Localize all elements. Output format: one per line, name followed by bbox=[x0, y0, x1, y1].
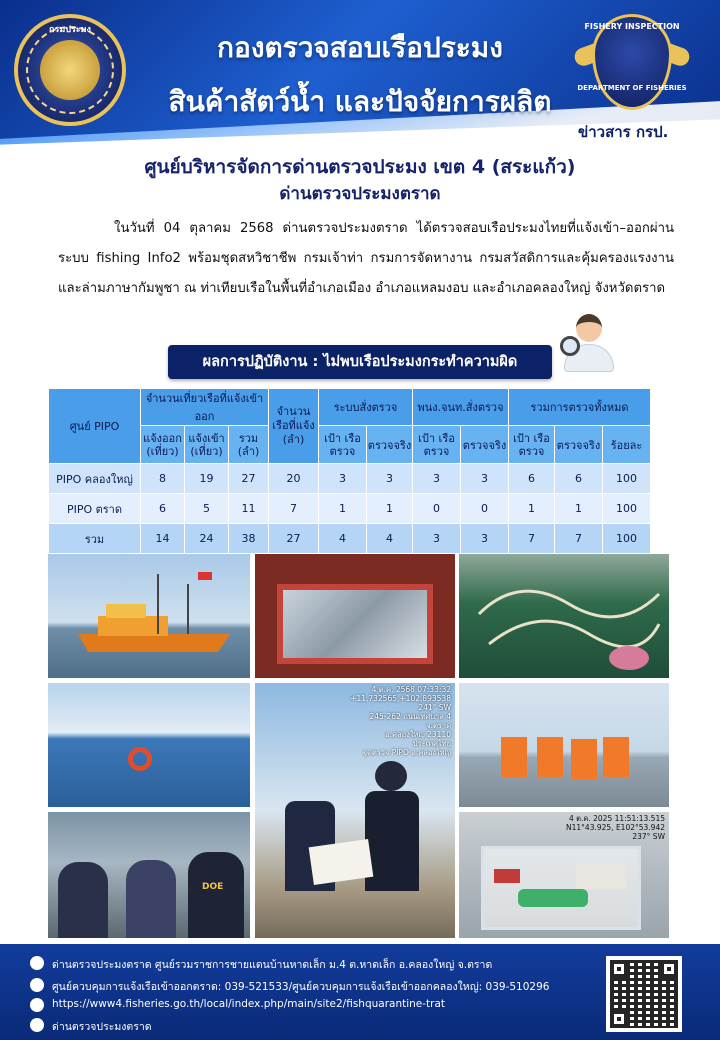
cell-total-actual: 7 bbox=[555, 524, 603, 554]
department-of-fisheries-seal-icon bbox=[14, 14, 126, 126]
crew-vest-1 bbox=[501, 737, 527, 777]
qr-code-icon[interactable] bbox=[606, 956, 682, 1032]
badge-top-text: FISHERY INSPECTION bbox=[584, 22, 680, 31]
crew-vest-3 bbox=[571, 739, 597, 779]
th-officer-actual: ตรวจจริง bbox=[461, 426, 509, 464]
photo-supplies-box bbox=[459, 812, 669, 938]
cell-name: รวม bbox=[49, 524, 141, 554]
cell-system-target: 4 bbox=[319, 524, 367, 554]
checkpoint-title: ด่านตรวจประมงตราด bbox=[279, 184, 441, 204]
cell-name: PIPO ตราด bbox=[49, 494, 141, 524]
cell-total-target: 1 bbox=[509, 494, 555, 524]
cell-officer-target: 3 bbox=[413, 524, 461, 554]
cell-percent: 100 bbox=[603, 494, 651, 524]
stamp-coords: +11.732565,+102.893538 bbox=[350, 694, 451, 703]
cell-system-target: 3 bbox=[319, 464, 367, 494]
cell-system-actual: 3 bbox=[367, 464, 413, 494]
cell-officer-actual: 3 bbox=[461, 524, 509, 554]
cell-total-actual: 1 bbox=[555, 494, 603, 524]
fish-crate bbox=[277, 584, 433, 664]
stamp-addr3: อ.คลองใหญ่ 23110 bbox=[385, 730, 451, 739]
cell-percent: 100 bbox=[603, 524, 651, 554]
cell-boats: 7 bbox=[269, 494, 319, 524]
table-row bbox=[49, 494, 651, 524]
th-officer-group: พนง.จนท.สั่งตรวจ bbox=[413, 389, 509, 426]
cell-system-target: 1 bbox=[319, 494, 367, 524]
officer-cap bbox=[375, 761, 407, 791]
stamp2-heading: 237° SW bbox=[632, 832, 665, 841]
photo-officers-talking bbox=[48, 812, 250, 938]
cell-out: 14 bbox=[141, 524, 185, 554]
th-boats: จำนวนเรือที่แจ้ง (ลำ) bbox=[269, 389, 319, 464]
cell-name: PIPO คลองใหญ่ bbox=[49, 464, 141, 494]
th-sum: รวม (ลำ) bbox=[229, 426, 269, 464]
net-illustration bbox=[459, 554, 669, 678]
lifebuoy-icon bbox=[128, 747, 152, 771]
cell-percent: 100 bbox=[603, 464, 651, 494]
th-system-actual: ตรวจจริง bbox=[367, 426, 413, 464]
th-percent: ร้อยละ bbox=[603, 426, 651, 464]
seal-emblem bbox=[40, 40, 100, 100]
inspection-table bbox=[48, 388, 651, 554]
stamp-date: 4 ต.ค. 2568 07:33:32 bbox=[371, 685, 451, 694]
person-center bbox=[126, 860, 176, 938]
footer-phones: ศูนย์ควบคุมการแจ้งเรือเข้าออกตราด: 039-521533/ศูนย์ควบคุมการแจ้งเรือเข้าออกคลองใหญ่: 039-510296 bbox=[52, 981, 550, 993]
th-trips-group: จำนวนเที่ยวเรือที่แจ้งเข้าออก bbox=[141, 389, 269, 426]
vest-label: DOE bbox=[202, 882, 224, 892]
body-paragraph bbox=[58, 214, 674, 304]
cell-system-actual: 1 bbox=[367, 494, 413, 524]
boat-illustration bbox=[48, 554, 250, 678]
photo-fish-catch bbox=[255, 554, 455, 678]
bottle-green bbox=[518, 889, 588, 907]
globe-icon bbox=[30, 998, 44, 1012]
th-officer-target: เป้า เรือตรวจ bbox=[413, 426, 461, 464]
stamp-addr5: จุดตรวจ PIPO อ.คลองใหญ่ bbox=[362, 748, 451, 757]
photo-stamp bbox=[350, 685, 451, 757]
home-icon bbox=[30, 956, 44, 970]
cell-total-target: 6 bbox=[509, 464, 555, 494]
cell-sum: 27 bbox=[229, 464, 269, 494]
package-red bbox=[494, 869, 520, 883]
header-title-line1: กองตรวจสอบเรือประมง bbox=[217, 31, 503, 64]
facebook-icon bbox=[30, 1018, 44, 1032]
inspector-head bbox=[576, 314, 602, 342]
news-tag: ข่าวสาร กรป. bbox=[578, 123, 669, 141]
th-out: แจ้งออก (เที่ยว) bbox=[141, 426, 185, 464]
body-paragraph-text: ในวันที่ 04 ตุลาคม 2568 ด่านตรวจประมงตราด ได้ตรวจสอบเรือประมงไทยที่แจ้งเข้า–ออกผ่านระบบ fishing Info2 พร้อมชุดสหวิชาชีพ กรมเจ้าท่า กรมการจัดหางาน กรมสวัสดิการและคุ้มครองแรงงาน และล่ามภาษากัมพูชา ณ ท่าเทียบเรือในพื้นที่อำเภอเมือง อำเภอแหลมงอบ และอำเภอคลองใหญ่ จังหวัดตราด bbox=[58, 221, 674, 296]
document-paper bbox=[309, 839, 374, 885]
table-row-total bbox=[49, 524, 651, 554]
cell-in: 19 bbox=[185, 464, 229, 494]
cell-officer-actual: 3 bbox=[461, 464, 509, 494]
th-pipo: ศูนย์ PIPO bbox=[49, 389, 141, 464]
cell-officer-actual: 0 bbox=[461, 494, 509, 524]
crew-vest-4 bbox=[603, 737, 629, 777]
th-total-actual: ตรวจจริง bbox=[555, 426, 603, 464]
qr-pattern bbox=[610, 960, 678, 1028]
badge-bottom-text: DEPARTMENT OF FISHERIES bbox=[577, 84, 687, 92]
th-total-target: เป้า เรือตรวจ bbox=[509, 426, 555, 464]
cell-total-actual: 6 bbox=[555, 464, 603, 494]
cell-boats: 20 bbox=[269, 464, 319, 494]
table-row bbox=[49, 464, 651, 494]
clear-box bbox=[481, 846, 641, 930]
cell-in: 5 bbox=[185, 494, 229, 524]
cell-in: 24 bbox=[185, 524, 229, 554]
magnifier-icon bbox=[560, 336, 580, 356]
phone-icon bbox=[30, 978, 44, 992]
th-total-group: รวมการตรวจทั้งหมด bbox=[509, 389, 651, 426]
center-title: ศูนย์บริหารจัดการด่านตรวจประมง เขต 4 (สระแก้ว) bbox=[144, 156, 576, 178]
cell-officer-target: 0 bbox=[413, 494, 461, 524]
photo-fishing-boat bbox=[48, 554, 250, 678]
cell-officer-target: 3 bbox=[413, 464, 461, 494]
stamp-addr2: จ.ตราด bbox=[426, 721, 451, 730]
stamp2-date: 4 ต.ค. 2025 11:51:13.515 bbox=[568, 814, 665, 823]
photo-boat-hull bbox=[48, 683, 250, 807]
package-white bbox=[576, 863, 626, 889]
qr-finder-tr bbox=[660, 960, 678, 978]
qr-finder-bl bbox=[610, 1010, 628, 1028]
cell-out: 8 bbox=[141, 464, 185, 494]
seal-label: กรมประมง bbox=[49, 25, 91, 35]
stamp-addr4: ประเทศไทย bbox=[412, 739, 451, 748]
person-left bbox=[58, 862, 108, 938]
footer-facebook[interactable]: ด่านตรวจประมงตราด bbox=[52, 1021, 152, 1033]
footer-website[interactable]: https://www4.fisheries.go.th/local/index.php/main/site2/fishquarantine-trat bbox=[52, 998, 446, 1010]
cell-sum: 38 bbox=[229, 524, 269, 554]
cell-sum: 11 bbox=[229, 494, 269, 524]
cell-boats: 27 bbox=[269, 524, 319, 554]
cell-total-target: 7 bbox=[509, 524, 555, 554]
stamp2-coords: N11°43.925, E102°53.942 bbox=[566, 823, 665, 832]
photo-fishing-net bbox=[459, 554, 669, 678]
footer-address: ด่านตรวจประมงตราด ศูนย์รวมราชการชายแดนบ้านหาดเล็ก ม.4 ต.หาดเล็ก อ.คลองใหญ่ จ.ตราด bbox=[52, 959, 493, 971]
stamp-addr1: 245-262 ถนนเทศบาล 4 bbox=[369, 712, 451, 721]
person-right bbox=[188, 852, 244, 938]
photo-stamp-2 bbox=[566, 814, 665, 841]
th-system-target: เป้า เรือตรวจ bbox=[319, 426, 367, 464]
th-in: แจ้งเข้า (เที่ยว) bbox=[185, 426, 229, 464]
cell-system-actual: 4 bbox=[367, 524, 413, 554]
crew-vest-2 bbox=[537, 737, 563, 777]
photo-crew-lifejackets bbox=[459, 683, 669, 807]
cell-out: 6 bbox=[141, 494, 185, 524]
stamp-heading: 241° SW bbox=[418, 703, 451, 712]
photo-officers-document bbox=[255, 683, 455, 938]
header-title-line2: สินค้าสัตว์น้ำ และปัจจัยการผลิต bbox=[168, 85, 552, 118]
th-system-group: ระบบสั่งตรวจ bbox=[319, 389, 413, 426]
result-banner: ผลการปฏิบัติงาน : ไม่พบเรือประมงกระทำความผิด bbox=[168, 345, 552, 379]
inspector-person-icon bbox=[560, 312, 618, 374]
fishery-inspection-badge-icon bbox=[574, 14, 690, 114]
qr-finder-tl bbox=[610, 960, 628, 978]
